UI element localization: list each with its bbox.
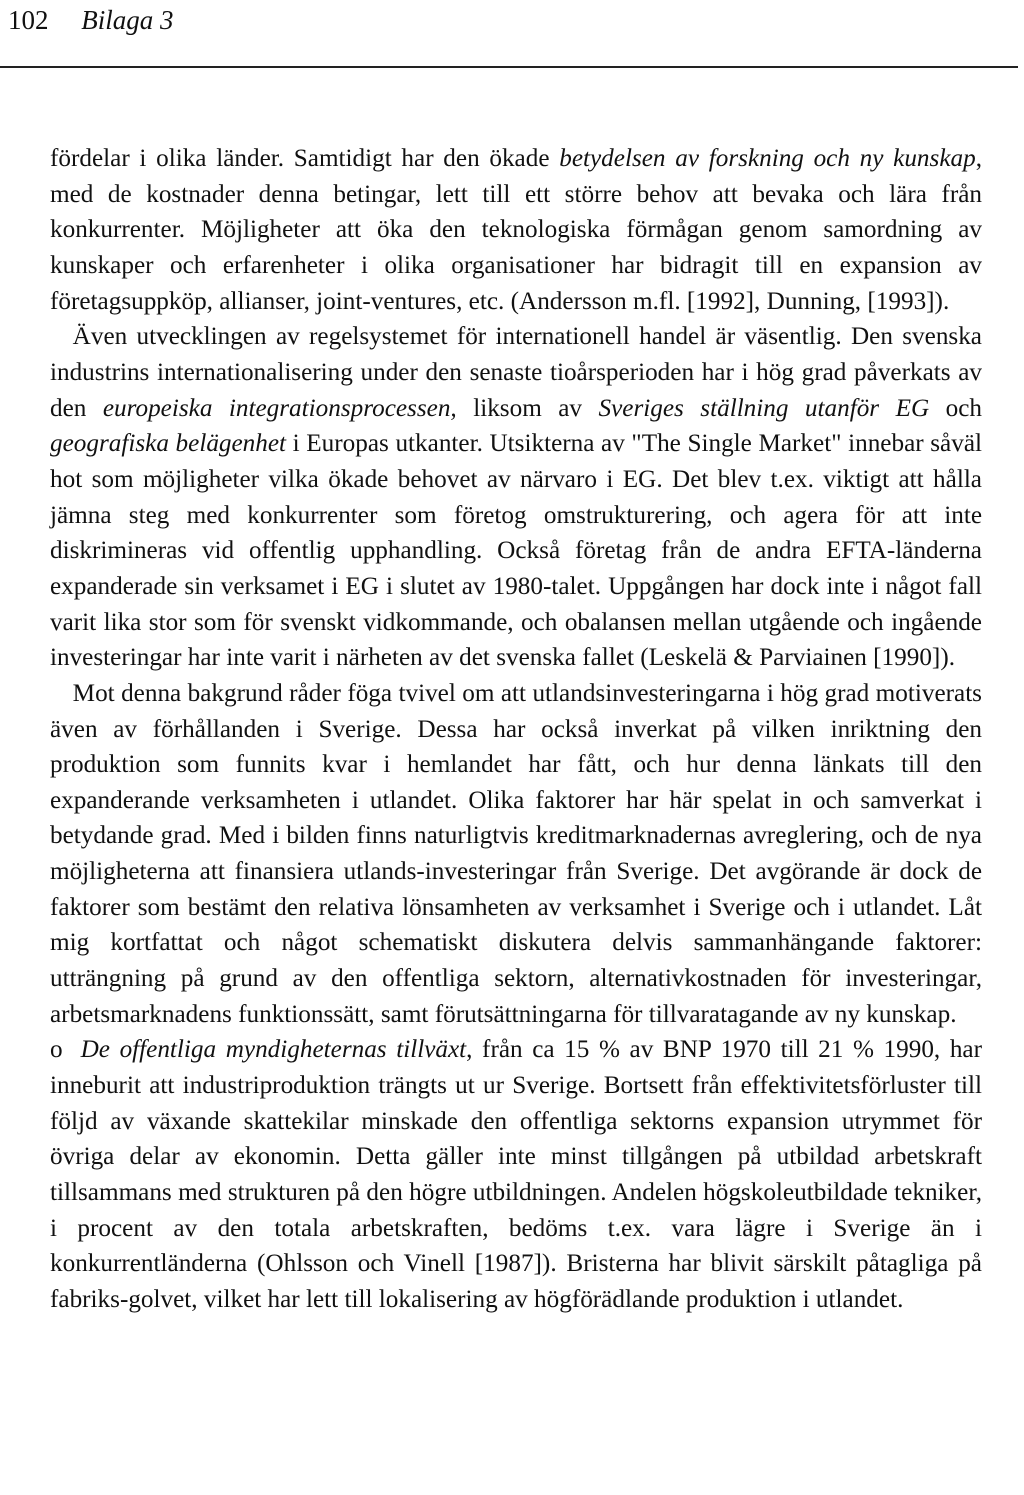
paragraph-1: [50, 141, 982, 319]
section-label: Bilaga 3: [81, 5, 174, 35]
p2-emphasis-1: europeiska integrationsprocessen,: [102, 394, 457, 422]
p2-text-a: Även utvecklingen av regelsystemet för internationell handel är väsentlig. Den svenska industrins internationalisering under den senaste tioårsperioden har i hög grad påverkats av den: [50, 323, 982, 422]
page-number: 102: [8, 5, 49, 35]
p2-text-c: liksom av: [456, 394, 599, 422]
body-text: [50, 141, 982, 1318]
paragraph-4: [50, 1032, 982, 1317]
paragraph-3: [50, 676, 982, 1033]
running-header: [8, 2, 174, 38]
p1-text-a: fördelar i olika länder. Samtidigt har den ökade: [50, 145, 560, 172]
p3-text: Mot denna bakgrund råder föga tvivel om att utlandsinvesteringarna i hög grad motiverats även av förhållanden i Sverige. Dessa har också inverkat på vilken inriktning den produktion som funnits kvar i hemlandet har fått, och hur denna länkats till den expanderande verksamheten i utlandet. Olika faktorer har här spelat in och samverkat i betydande grad. Med i bilden finns naturligtvis kreditmarknadernas avreglering, och de nya möjligheterna att finansiera utlands-investeringar från Sverige. Det avgörande är dock de faktorer som bestämt den relativa lönsamheten av verksamhet i Sverige och i utlandet. Låt mig kortfattat och något schematiskt diskutera delvis sammanhängande faktorer: utträngning på grund av den offentliga sektorn, alternativkostnaden för investeringar, arbetsmarknadens funktionssätt, samt förutsättningarna för tillvaratagande av ny kunskap.: [50, 679, 982, 1028]
p1-text-c: , med de kostnader denna betingar, lett till ett större behov att bevaka och lära från konkurrenter. Möjligheter att öka den teknologiska förmågan genom samordning av kunskaper och erfarenheter i olika organisationer har bidragit till en expansion av företagsuppköp, allianser, joint-ventures, etc. (Andersson m.fl. [1992], Dunning, [1993]).: [50, 145, 982, 315]
p4-emphasis: De offentliga myndigheternas tillväxt: [80, 1036, 467, 1064]
header-rule: [0, 66, 1018, 68]
p1-emphasis: betydelsen av forskning och ny kunskap: [559, 145, 976, 172]
p2-text-g: i Europas utkanter. Utsikterna av "The Single Market" innebar såväl hot som möjligheter vilka ökade behovet av närvaro i EG. Det blev t.ex. viktigt att hålla jämna steg med konkurrenter som företog omstrukturering, och agera för att inte diskrimineras vid offentlig upphandling. Också företag från de andra EFTA-länderna expanderade sin verksamet i EG i slutet av 1980-talet. Uppgången har dock inte i något fall varit lika stor som för svenskt vidkommande, och obalansen mellan utgående och ingående investeringar har inte varit i närheten av det svenska fallet (Leskelä & Parviainen [1990]).: [50, 430, 983, 672]
p2-text-e: och: [929, 394, 982, 422]
p4-text-b: , från ca 15 % av BNP 1970 till 21 % 1990, har inneburit att industriproduktion trängts ut ur Sverige. Bortsett från effektivitetsförluster till följd av växande skattekilar minskade den offentliga sektorns expansion utrymmet för övriga delar av ekonomin. Detta gäller inte minst tillgången på utbildad arbetskraft tillsammans med strukturen på den högre utbildningen. Andelen högskoleutbildade tekniker, i procent av den totala arbetskraften, bedöms t.ex. vara lägre i Sverige än i konkurrentländerna (Ohlsson och Vinell [1987]). Bristerna har blivit särskilt påtagliga på fabriks-golvet, vilket har lett till lokalisering av högförädlande produktion i utlandet.: [50, 1036, 982, 1313]
p2-emphasis-3: geografiska belägenhet: [50, 430, 287, 458]
p2-emphasis-2: Sveriges ställning utanför EG: [598, 394, 930, 422]
paragraph-2: [50, 319, 982, 676]
bullet-marker: o: [50, 1036, 63, 1064]
